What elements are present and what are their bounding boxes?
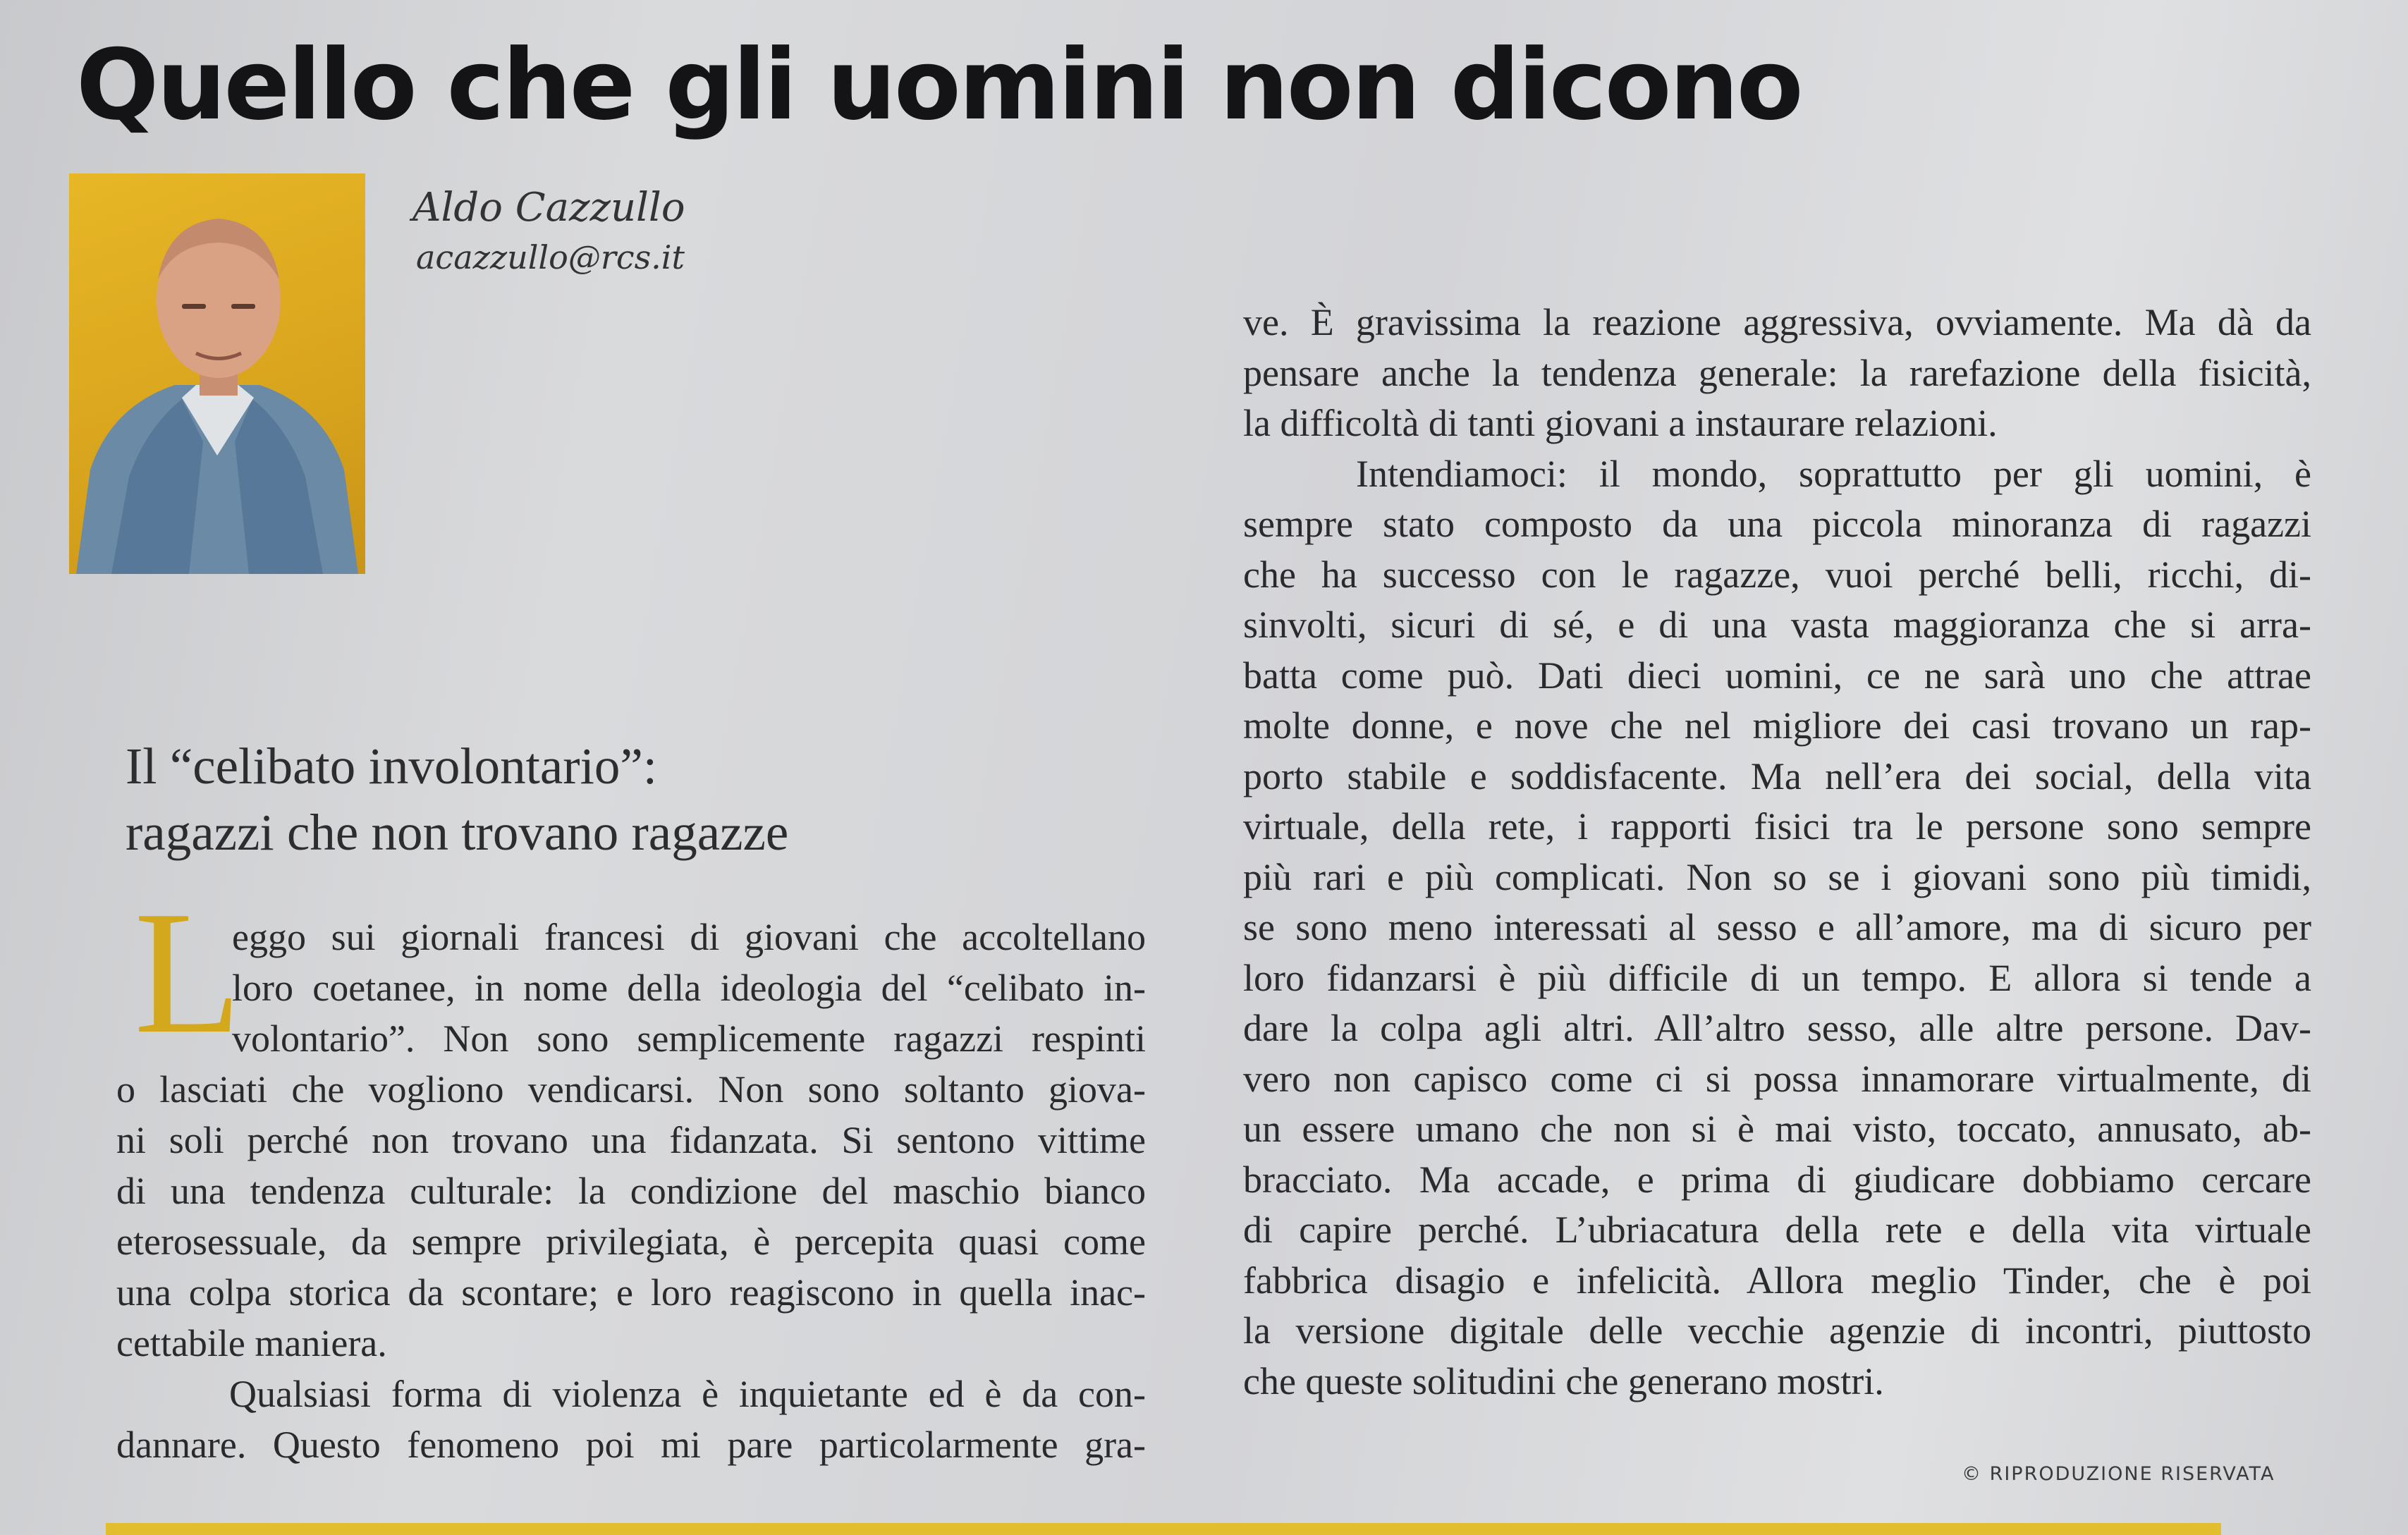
body-line: di una tendenza culturale: la condizione del maschio bianco [116,1170,1146,1212]
author-email[interactable]: acazzullo@rcs.it [416,238,685,276]
body-line: eggo sui giornali francesi di giovani che accoltellano [232,916,1146,958]
body-line: un essere umano che non si è mai visto, toccato, annusato, ab- [1243,1108,2311,1150]
body-line: di capire perché. L’ubriacatura della rete e della vita virtuale [1243,1209,2311,1251]
body-line: la difficoltà di tanti giovani a instaurare relazioni. [1243,402,1998,444]
body-line: loro coetanee, in nome della ideologia del “celibato in- [232,967,1146,1009]
body-line: loro fidanzarsi è più difficile di un tempo. E allora si tende a [1243,956,2311,999]
body-line: virtuale, della rete, i rapporti fisici tra le persone sono sempre [1243,805,2311,848]
body-line: batta come può. Dati dieci uomini, ce ne sarà uno che attrae [1243,654,2311,697]
body-line: o lasciati che vogliono vendicarsi. Non sono soltanto giova- [116,1068,1146,1111]
body-line: ve. È gravissima la reazione aggressiva, ovviamente. Ma dà da [1243,301,2311,343]
body-line: che queste solitudini che generano mostri. [1243,1359,1884,1402]
body-line: dare la colpa agli altri. All’altro sesso, alle altre persone. Dav- [1243,1007,2311,1049]
copyright-notice: © RIPRODUZIONE RISERVATA [1962,1463,2275,1485]
article-subhead [126,733,788,866]
author-portrait-image [69,173,365,574]
article-headline: Quello che gli uomini non dicono [76,28,1802,142]
right-column [1243,298,2311,1407]
body-line: che ha successo con le ragazze, vuoi perché belli, ricchi, di- [1243,553,2311,596]
left-column [116,912,1146,1470]
author-name: Aldo Cazzullo [412,185,685,231]
subhead-line-2: ragazzi che non trovano ragazze [126,804,789,861]
body-line: se sono meno interessati al sesso e all’amore, ma di sicuro per [1243,906,2311,948]
body-line: bracciato. Ma accade, e prima di giudicare dobbiamo cercare [1243,1158,2311,1201]
subhead-line-1: Il “celibato involontario”: [126,738,658,795]
body-line: sinvolti, sicuri di sé, e di una vasta maggioranza che si arra- [1243,604,2311,646]
body-line: porto stabile e soddisfacente. Ma nell’era dei social, della vita [1243,754,2311,797]
body-line: Qualsiasi forma di violenza è inquietante ed è da con- [229,1373,1146,1415]
author-photo [69,173,365,574]
body-line: Intendiamoci: il mondo, soprattutto per gli uomini, è [1356,452,2311,495]
body-line: vero non capisco come ci si possa innamorare virtualmente, di [1243,1057,2311,1100]
body-line: più rari e più complicati. Non so se i giovani sono più timidi, [1243,855,2311,898]
body-line: pensare anche la tendenza generale: la rarefazione della fisicità, [1243,351,2311,394]
body-line: fabbrica disagio e infelicità. Allora meglio Tinder, che è poi [1243,1259,2311,1302]
body-line: molte donne, e nove che nel migliore dei casi trovano un rap- [1243,704,2311,747]
drop-cap: L [134,875,242,1070]
body-line: la versione digitale delle vecchie agenzie di incontri, piuttosto [1243,1309,2311,1352]
body-line: sempre stato composto da una piccola minoranza di ragazzi [1243,503,2311,545]
body-line: una colpa storica da scontare; e loro reagiscono in quella inac- [116,1271,1146,1314]
footer-yellow-rule [106,1523,2221,1535]
body-line: eterosessuale, da sempre privilegiata, è percepita quasi come [116,1221,1146,1263]
body-line: ni soli perché non trovano una fidanzata. Si sentono vittime [116,1119,1146,1161]
body-line: dannare. Questo fenomeno poi mi pare particolarmente gra- [116,1424,1146,1466]
body-line: cettabile maniera. [116,1322,387,1364]
body-line: volontario”. Non sono semplicemente ragazzi respinti [232,1017,1146,1060]
